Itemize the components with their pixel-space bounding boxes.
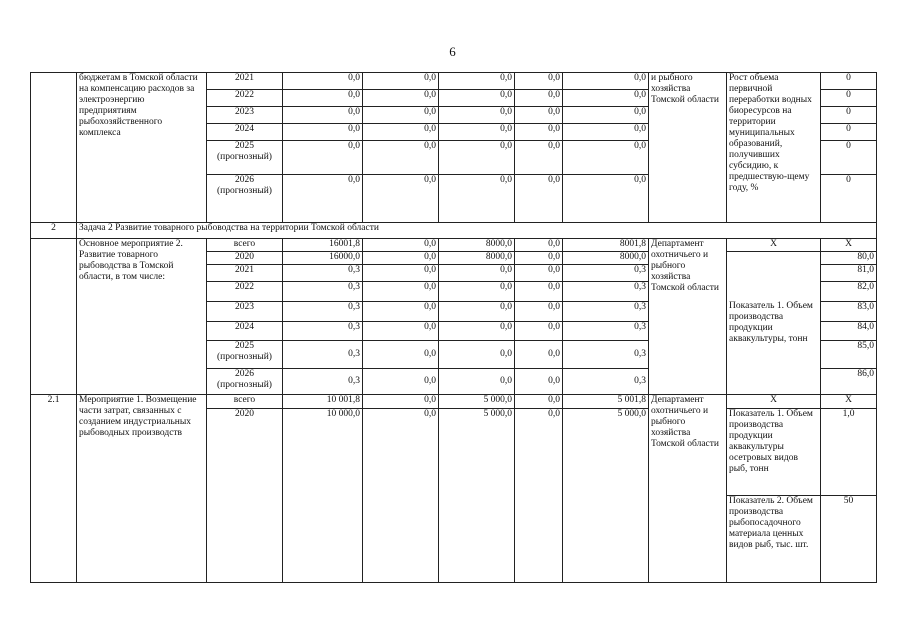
- value-cell: 0,0: [283, 141, 363, 175]
- value-cell: 0,0: [563, 141, 649, 175]
- table-row: [31, 395, 877, 409]
- indicator-cell: Показатель 2. Объем производства рыбопосадочного материала ценных видов рыб, тыс. шт.: [727, 496, 821, 583]
- value-cell: 0,0: [515, 265, 563, 282]
- value-cell: 0,3: [563, 282, 649, 302]
- year-cell: 2022: [207, 282, 283, 302]
- executor-cell: Департамент охотничьего и рыбного хозяйства Томской области: [649, 395, 727, 583]
- value-cell: 0,0: [515, 90, 563, 107]
- year-cell: 2024: [207, 322, 283, 341]
- value-cell: 0,0: [563, 90, 649, 107]
- value-cell: 0,0: [363, 282, 439, 302]
- executor-cell: Департамент охотничьего и рыбного хозяйства Томской области: [649, 239, 727, 395]
- value-cell: 5 001,8: [563, 395, 649, 409]
- value-cell: 0,0: [515, 322, 563, 341]
- value-cell: 0,0: [439, 141, 515, 175]
- value-cell: 16000,0: [283, 252, 363, 265]
- value-cell: 0,0: [283, 107, 363, 124]
- value-cell: 0,0: [515, 341, 563, 369]
- value-cell: 0,3: [563, 341, 649, 369]
- value-cell: 0,0: [363, 141, 439, 175]
- year-cell: всего: [207, 239, 283, 252]
- table-row: [31, 223, 877, 239]
- year-cell: 2020: [207, 252, 283, 265]
- value-cell: 0,0: [563, 124, 649, 141]
- value-cell: 0,0: [439, 124, 515, 141]
- year-cell: 2020: [207, 409, 283, 583]
- value-cell: 0,0: [363, 73, 439, 90]
- value-cell: 0,0: [515, 239, 563, 252]
- value-cell: 0,0: [563, 107, 649, 124]
- value-cell: 0,0: [363, 369, 439, 395]
- indicator-value: 0: [821, 107, 877, 124]
- activity-name: бюджетам в Томской области на компенсацию расходов за электроэнергию предприятиям рыбохозяйственного комплекса: [77, 73, 207, 223]
- activity-name: Основное мероприятие 2. Развитие товарного рыбоводства в Томской области, в том числе:: [77, 239, 207, 395]
- value-cell: 0,3: [283, 322, 363, 341]
- value-cell: 0,3: [563, 302, 649, 322]
- indicator-cell: X: [727, 395, 821, 409]
- year-cell: всего: [207, 395, 283, 409]
- value-cell: 8001,8: [563, 239, 649, 252]
- executor-cell: и рыбного хозяйства Томской области: [649, 73, 727, 223]
- value-cell: 8000,0: [563, 252, 649, 265]
- year-cell: 2022: [207, 90, 283, 107]
- indicator-value: 0: [821, 124, 877, 141]
- value-cell: 0,3: [283, 302, 363, 322]
- value-cell: 0,3: [283, 341, 363, 369]
- value-cell: 0,3: [283, 369, 363, 395]
- indicator-value: 85,0: [821, 341, 877, 369]
- indicator-cell: Показатель 1. Объем производства продукции аквакультуры, тонн: [727, 252, 821, 395]
- value-cell: 0,3: [563, 369, 649, 395]
- value-cell: 5 000,0: [439, 395, 515, 409]
- task-number: 2: [31, 223, 77, 239]
- indicator-value: 83,0: [821, 302, 877, 322]
- indicator-value: 0: [821, 141, 877, 175]
- program-table: [30, 72, 877, 583]
- value-cell: 0,0: [283, 90, 363, 107]
- value-cell: 0,0: [515, 141, 563, 175]
- page-number: 6: [449, 44, 456, 59]
- row-number-cell: [31, 239, 77, 395]
- value-cell: 0,0: [363, 90, 439, 107]
- value-cell: 0,0: [439, 302, 515, 322]
- indicator-value: 86,0: [821, 369, 877, 395]
- row-number-cell: 2.1: [31, 395, 77, 583]
- indicator-value: 50: [821, 496, 877, 583]
- value-cell: 0,0: [439, 175, 515, 223]
- year-cell: 2025 (прогнозный): [207, 341, 283, 369]
- value-cell: 8000,0: [439, 239, 515, 252]
- value-cell: 0,0: [363, 341, 439, 369]
- task-title: Задача 2 Развитие товарного рыбоводства на территории Томской области: [77, 223, 877, 239]
- value-cell: 0,0: [563, 175, 649, 223]
- value-cell: 0,0: [563, 73, 649, 90]
- year-cell: 2023: [207, 302, 283, 322]
- value-cell: 0,0: [363, 252, 439, 265]
- value-cell: 8000,0: [439, 252, 515, 265]
- indicator-value: X: [821, 395, 877, 409]
- indicator-value: 81,0: [821, 265, 877, 282]
- value-cell: 0,0: [283, 73, 363, 90]
- value-cell: 0,0: [439, 107, 515, 124]
- value-cell: 0,0: [439, 73, 515, 90]
- value-cell: 0,0: [515, 302, 563, 322]
- indicator-value: 82,0: [821, 282, 877, 302]
- value-cell: 0,0: [515, 175, 563, 223]
- value-cell: 0,0: [515, 395, 563, 409]
- indicator-cell: X: [727, 239, 821, 252]
- year-cell: 2021: [207, 265, 283, 282]
- value-cell: 0,0: [439, 90, 515, 107]
- value-cell: 0,0: [515, 73, 563, 90]
- value-cell: 16001,8: [283, 239, 363, 252]
- value-cell: 0,0: [363, 239, 439, 252]
- year-cell: 2025 (прогнозный): [207, 141, 283, 175]
- value-cell: 0,0: [283, 124, 363, 141]
- year-cell: 2026 (прогнозный): [207, 369, 283, 395]
- indicator-cell: Показатель 1. Объем производства продукции аквакультуры осетровых видов рыб, тонн: [727, 409, 821, 496]
- table-row: [31, 73, 877, 90]
- value-cell: 5 000,0: [439, 409, 515, 583]
- value-cell: 0,0: [363, 302, 439, 322]
- value-cell: 10 000,0: [283, 409, 363, 583]
- indicator-cell: Рост объема первичной переработки водных биоресурсов на территории муниципальных образований, получивших субсидию, к предшествую-щему году, %: [727, 73, 821, 223]
- year-cell: 2021: [207, 73, 283, 90]
- value-cell: 0,0: [363, 107, 439, 124]
- value-cell: 0,0: [439, 282, 515, 302]
- value-cell: 0,0: [515, 107, 563, 124]
- value-cell: 0,0: [363, 175, 439, 223]
- activity-name: Мероприятие 1. Возмещение части затрат, связанных с созданием индустриальных рыбоводных производств: [77, 395, 207, 583]
- value-cell: 0,0: [363, 265, 439, 282]
- indicator-value: 0: [821, 73, 877, 90]
- year-cell: 2023: [207, 107, 283, 124]
- value-cell: 0,0: [439, 265, 515, 282]
- table-row: [31, 239, 877, 252]
- value-cell: 10 001,8: [283, 395, 363, 409]
- value-cell: 0,0: [439, 322, 515, 341]
- value-cell: 0,0: [515, 124, 563, 141]
- indicator-value: 0: [821, 90, 877, 107]
- indicator-value: X: [821, 239, 877, 252]
- indicator-value: 0: [821, 175, 877, 223]
- indicator-value: 84,0: [821, 322, 877, 341]
- value-cell: 0,0: [439, 369, 515, 395]
- indicator-value: 80,0: [821, 252, 877, 265]
- year-cell: 2024: [207, 124, 283, 141]
- value-cell: 0,0: [363, 409, 439, 583]
- value-cell: 0,0: [363, 322, 439, 341]
- year-cell: 2026 (прогнозный): [207, 175, 283, 223]
- value-cell: 0,0: [363, 395, 439, 409]
- value-cell: 0,0: [515, 409, 563, 583]
- value-cell: 5 000,0: [563, 409, 649, 583]
- indicator-value: 1,0: [821, 409, 877, 496]
- value-cell: 0,3: [283, 265, 363, 282]
- value-cell: 0,3: [563, 322, 649, 341]
- value-cell: 0,0: [283, 175, 363, 223]
- value-cell: 0,0: [439, 341, 515, 369]
- row-number-cell: [31, 73, 77, 223]
- value-cell: 0,0: [515, 369, 563, 395]
- value-cell: 0,0: [515, 252, 563, 265]
- value-cell: 0,3: [563, 265, 649, 282]
- value-cell: 0,3: [283, 282, 363, 302]
- value-cell: 0,0: [515, 282, 563, 302]
- value-cell: 0,0: [363, 124, 439, 141]
